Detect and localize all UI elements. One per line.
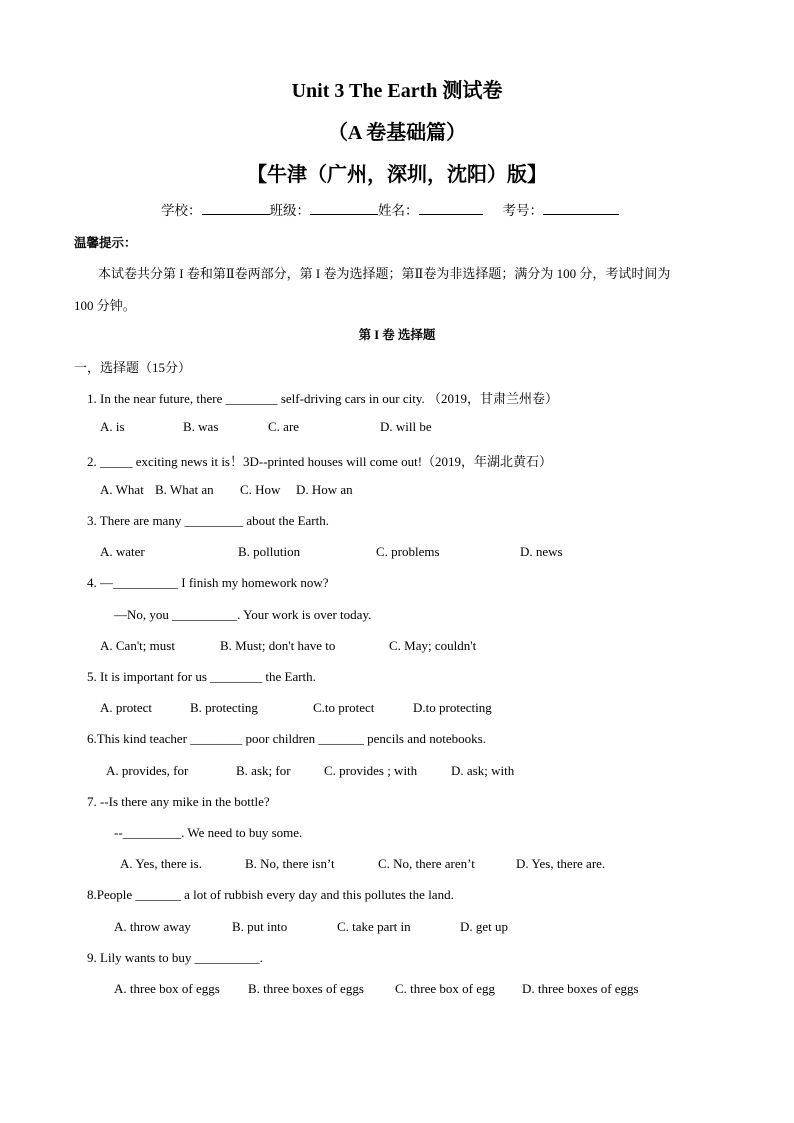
tips-line-1: 本试卷共分第 I 卷和第Ⅱ卷两部分，第 I 卷为选择题；第Ⅱ卷为非选择题；满分为 100 分，考试时间为 [98, 266, 671, 281]
exam-no-blank[interactable] [543, 202, 619, 215]
part-heading: 一，选择题（15分） [74, 360, 192, 375]
question-3-stem: 3. There are many _________ about the Earth. [87, 513, 329, 528]
q9-option-c[interactable]: C. three box of egg [395, 981, 496, 996]
q7-option-d[interactable]: D. Yes, there are. [516, 856, 606, 871]
q1-option-a[interactable]: A. is [100, 419, 125, 434]
q5-option-c[interactable]: C.to protect [313, 700, 375, 715]
name-label: 姓名： [378, 203, 419, 218]
question-4-reply: —No, you __________. Your work is over today. [114, 607, 372, 622]
exam-title: Unit 3 The Earth 测试卷 [291, 80, 503, 102]
q5-option-d[interactable]: D.to protecting [413, 700, 492, 715]
question-7-reply: --_________. We need to buy some. [114, 825, 303, 840]
class-blank[interactable] [310, 202, 378, 215]
q2-option-a[interactable]: A. What [100, 482, 144, 497]
q2-option-c[interactable]: C. How [240, 482, 281, 497]
q6-option-a[interactable]: A. provides, for [106, 763, 189, 778]
q6-option-b[interactable]: B. ask; for [236, 763, 291, 778]
q1-option-c[interactable]: C. are [268, 419, 300, 434]
q3-option-d[interactable]: D. news [520, 544, 563, 559]
q8-option-c[interactable]: C. take part in [337, 919, 411, 934]
q5-option-a[interactable]: A. protect [100, 700, 152, 715]
q8-option-a[interactable]: A. throw away [114, 919, 191, 934]
q4-option-a[interactable]: A. Can't; must [100, 638, 175, 653]
section-title: 第 I 卷 选择题 [358, 328, 436, 342]
q9-option-d[interactable]: D. three boxes of eggs [522, 981, 639, 996]
q8-option-d[interactable]: D. get up [460, 919, 509, 934]
q9-option-a[interactable]: A. three box of eggs [114, 981, 220, 996]
name-blank[interactable] [419, 202, 483, 215]
q6-option-c[interactable]: C. provides ; with [324, 763, 418, 778]
question-4-stem: 4. —__________ I finish my homework now? [87, 575, 329, 590]
edition-label: 【牛津（广州，深圳，沈阳）版】 [247, 164, 547, 186]
question-9-stem: 9. Lily wants to buy __________. [87, 950, 263, 965]
school-blank[interactable] [202, 202, 270, 215]
tips-label: 温馨提示： [74, 236, 137, 250]
question-1-stem: 1. In the near future, there ________ self-driving cars in our city. （2019，甘肃兰州卷） [87, 391, 559, 406]
q4-option-b[interactable]: B. Must; don't have to [220, 638, 336, 653]
school-label: 学校： [161, 203, 202, 218]
question-6-stem: 6.This kind teacher ________ poor children _______ pencils and notebooks. [87, 731, 486, 746]
q3-option-c[interactable]: C. problems [376, 544, 440, 559]
q2-option-d[interactable]: D. How an [296, 482, 353, 497]
q2-option-b[interactable]: B. What an [155, 482, 214, 497]
q4-option-c[interactable]: C. May; couldn't [389, 638, 477, 653]
q1-option-d[interactable]: D. will be [380, 419, 432, 434]
q9-option-b[interactable]: B. three boxes of eggs [248, 981, 364, 996]
q6-option-d[interactable]: D. ask; with [451, 763, 515, 778]
class-label: 班级： [269, 203, 310, 218]
question-8-stem: 8.People _______ a lot of rubbish every day and this pollutes the land. [87, 887, 454, 902]
question-7-stem: 7. --Is there any mike in the bottle? [87, 794, 270, 809]
q3-option-b[interactable]: B. pollution [238, 544, 301, 559]
exam-subtitle: （A 卷基础篇） [327, 122, 467, 144]
student-info-row [161, 199, 619, 219]
tips-line-2: 100 分钟。 [74, 298, 136, 313]
question-2-stem: 2. _____ exciting news it is！3D--printed houses will come out!（2019，年湖北黄石） [87, 454, 553, 469]
question-5-stem: 5. It is important for us ________ the Earth. [87, 669, 316, 684]
q1-option-b[interactable]: B. was [183, 419, 219, 434]
exam-no-label: 考号： [502, 203, 543, 218]
q7-option-a[interactable]: A. Yes, there is. [120, 856, 202, 871]
q7-option-c[interactable]: C. No, there aren’t [378, 856, 475, 871]
q3-option-a[interactable]: A. water [100, 544, 145, 559]
q8-option-b[interactable]: B. put into [232, 919, 288, 934]
q7-option-b[interactable]: B. No, there isn’t [245, 856, 335, 871]
q5-option-b[interactable]: B. protecting [190, 700, 258, 715]
